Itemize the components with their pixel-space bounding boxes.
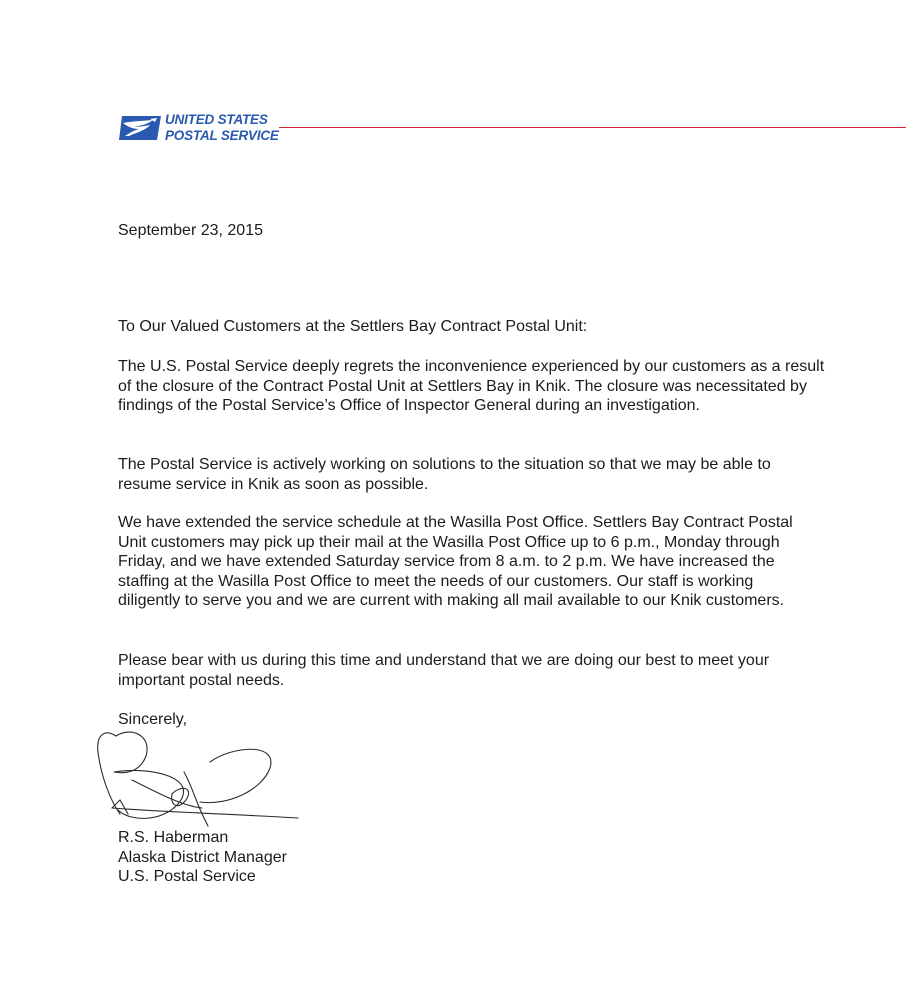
body-paragraph: The U.S. Postal Service deeply regrets the inconvenience experienced by our customers as a result of the closure of the Contract Postal Unit at Settlers Bay in Knik. The closure was necessitated by findings of the Postal Service’s Office of Inspector General during an investigation.: [118, 358, 825, 414]
handwritten-signature: [92, 722, 304, 834]
org-name-line-2: POSTAL SERVICE: [165, 127, 279, 143]
letterhead-rule: [279, 127, 906, 128]
body-paragraph: Please bear with us during this time and understand that we are doing our best to meet your important postal needs.: [118, 652, 770, 689]
letterhead: [119, 110, 906, 146]
closing: Sincerely,: [118, 711, 188, 728]
usps-eagle-logo-icon: [119, 114, 161, 142]
signature-block: [118, 828, 838, 887]
signer-title: Alaska District Manager: [118, 848, 287, 866]
letter-date: September 23, 2015: [118, 222, 263, 239]
body-paragraph: We have extended the service schedule at the Wasilla Post Office. Settlers Bay Contract Postal Unit customers may pick up their mail at the Wasilla Post Office up to 6 p.m., Monday through Friday, and we have extended Saturday service from 8 a.m. to 2 p.m. We have increased the staffing at the Wasilla Post Office to meet the needs of our customers. Our staff is working diligently to serve you and we are current with making all mail available to our Knik customers.: [118, 514, 793, 609]
salutation: To Our Valued Customers at the Settlers Bay Contract Postal Unit:: [118, 318, 588, 335]
org-name-line-1: UNITED STATES: [165, 112, 268, 127]
body-paragraph: The Postal Service is actively working on solutions to the situation so that we may be able to resume service in Knik as soon as possible.: [118, 456, 771, 493]
signer-name: R.S. Haberman: [118, 829, 229, 846]
usps-wordmark: [165, 112, 279, 143]
signer-organization: U.S. Postal Service: [118, 868, 256, 885]
